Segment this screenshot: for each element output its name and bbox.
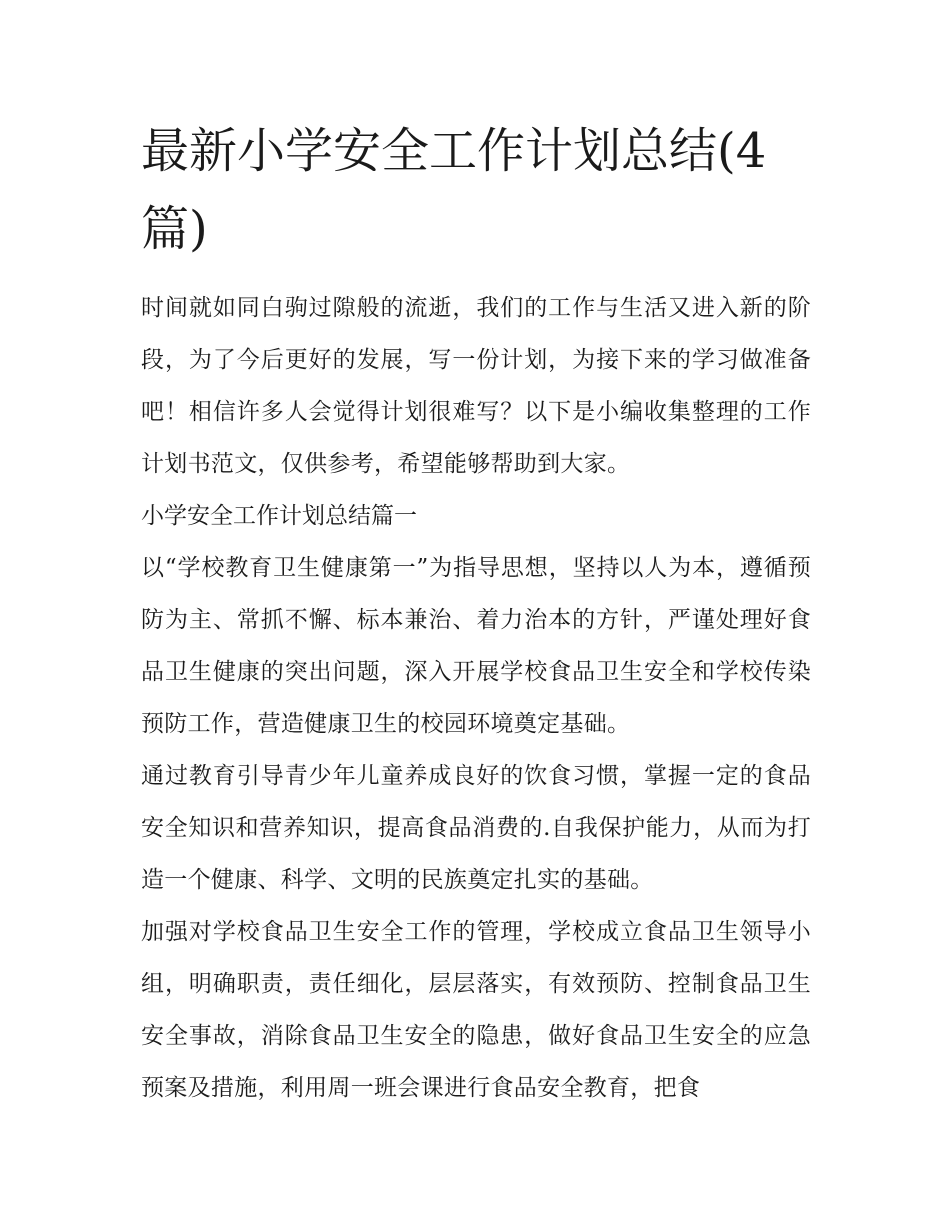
document-title: 最新小学安全工作计划总结(4篇)	[141, 123, 767, 257]
intro-paragraph: 时间就如同白驹过隙般的流逝，我们的工作与生活又进入新的阶段，为了今后更好的发展，写一份计划，为接下来的学习做准备吧！相信许多人会觉得计划很难写？以下是小编收集整理的工作计划书范文，仅供参考，希望能够帮助到大家。	[141, 295, 811, 477]
body-paragraph-2: 通过教育引导青少年儿童养成良好的饮食习惯，掌握一定的食品安全知识和营养知识，提高食品消费的.自我保护能力，从而为打造一个健康、科学、文明的民族奠定扎实的基础。	[141, 763, 811, 893]
document-page	[141, 112, 811, 1114]
body-paragraph-3: 加强对学校食品卫生安全工作的管理，学校成立食品卫生领导小组，明确职责，责任细化，层层落实，有效预防、控制食品卫生安全事故，消除食品卫生安全的隐患，做好食品卫生安全的应急预案及措施，利用周一班会课进行食品安全教育，把食	[141, 919, 811, 1101]
section-heading: 小学安全工作计划总结篇一	[141, 503, 417, 529]
body-paragraph-1: 以“学校教育卫生健康第一”为指导思想，坚持以人为本，遵循预防为主、常抓不懈、标本兼治、着力治本的方针，严谨处理好食品卫生健康的突出问题，深入开展学校食品卫生安全和学校传染预防工作，营造健康卫生的校园环境奠定基础。	[141, 555, 811, 737]
